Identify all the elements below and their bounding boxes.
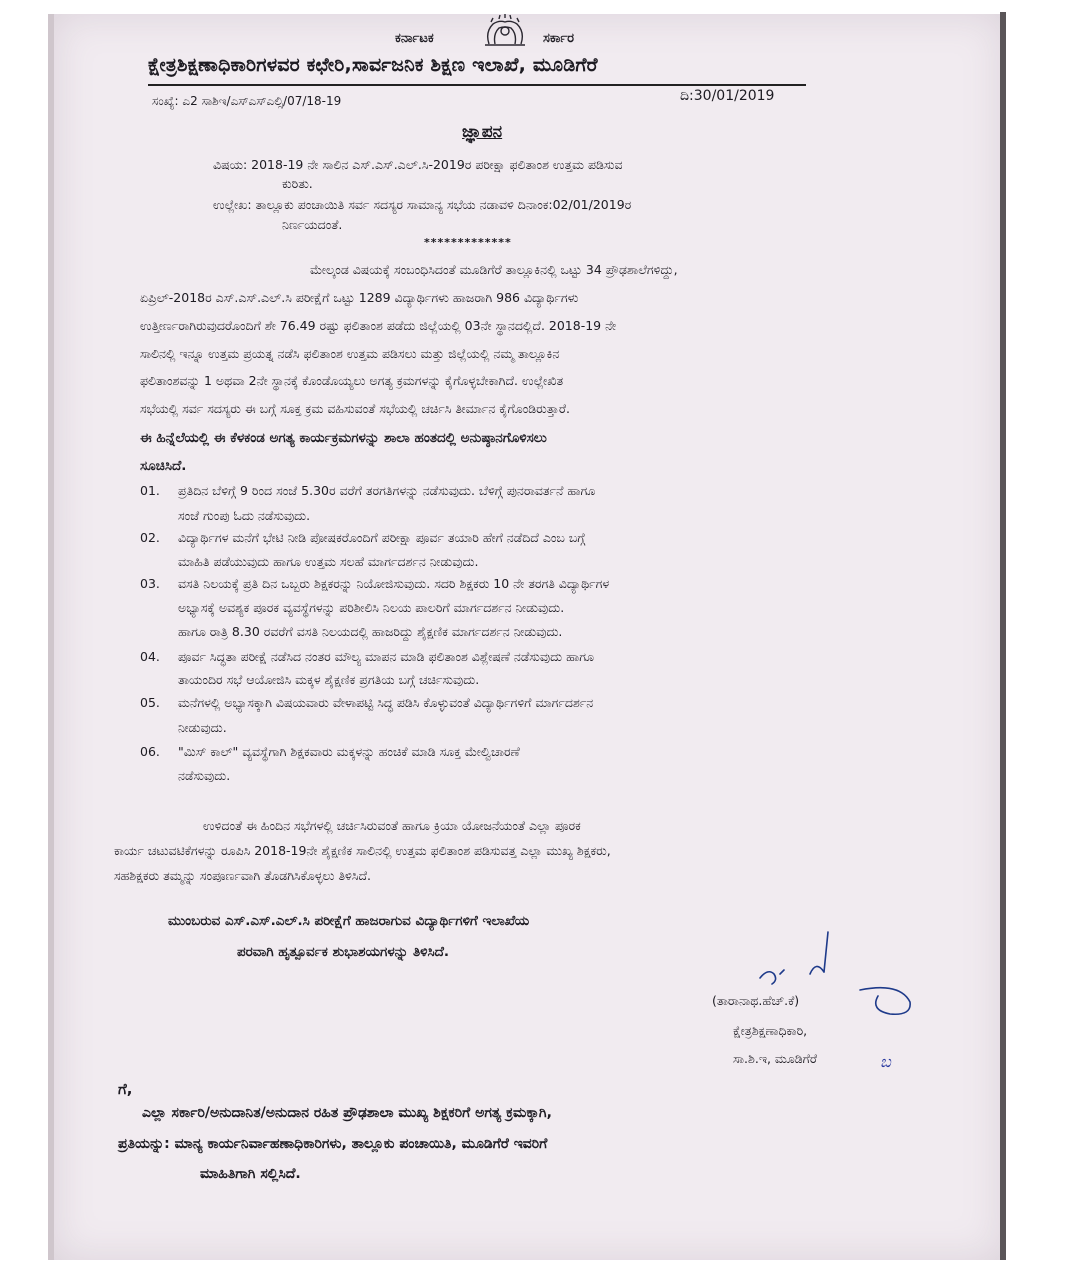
body-line: ಫಲಿತಾಂಶವನ್ನು 1 ಅಥವಾ 2ನೇ ಸ್ಥಾನಕ್ಕೆ ಕೊಂಡೊಯ್ಯಲು ಅಗತ್ಯ ಕ್ರಮಗಳನ್ನು ಕೈಗೊಳ್ಳಬೇಕಾಗಿದೆ. ಉಲ್ಲೇಖಿತ (140, 373, 564, 388)
separator: ************* (424, 236, 512, 249)
government-label-left: ಕರ್ನಾಟಕ (395, 31, 434, 46)
item-text: ಪ್ರತಿದಿನ ಬೆಳಿಗ್ಗೆ 9 ರಿಂದ ಸಂಜೆ 5.30ರ ವರೆಗೆ ತರಗತಿಗಳನ್ನು ನಡೆಸುವುದು. ಬೆಳಿಗ್ಗೆ ಪುನರಾವರ್ತನೆ ಹಾಗೂ (178, 483, 596, 498)
paper-right-edge (1000, 12, 1006, 1260)
reference-line-cont: ನಿರ್ಣಯದಂತೆ. (282, 217, 343, 232)
item-text: ವಸತಿ ನಿಲಯಕ್ಕೆ ಪ್ರತಿ ದಿನ ಒಬ್ಬರು ಶಿಕ್ಷಕರನ್ನು ನಿಯೋಜಿಸುವುದು. ಸದರಿ ಶಿಕ್ಷಕರು 10 ನೇ ತರಗತಿ ವಿದ್ಯಾರ್ಥಿಗಳ (178, 576, 610, 591)
signatory-name: (ತಾರಾನಾಥ.ಹೆಚ್.ಕೆ) (712, 993, 800, 1008)
item-text: "ಮಿಸ್ ಕಾಲ್" ವ್ಯವಸ್ಥೆಗಾಗಿ ಶಿಕ್ಷಕವಾರು ಮಕ್ಕಳನ್ನು ಹಂಚಿಕೆ ಮಾಡಿ ಸೂಕ್ತ ಮೇಲ್ವಿಚಾರಣೆ (178, 744, 520, 759)
item-text: ಪೂರ್ವ ಸಿದ್ಧತಾ ಪರೀಕ್ಷೆ ನಡೆಸಿದ ನಂತರ ಮೌಲ್ಯ ಮಾಪನ ಮಾಡಿ ಫಲಿತಾಂಶ ವಿಶ್ಲೇಷಣೆ ನಡೆಸುವುದು ಹಾಗೂ (178, 649, 594, 664)
item-number: 03. (140, 576, 160, 591)
item-text: ಹಾಗೂ ರಾತ್ರಿ 8.30 ರವರೆಗೆ ವಸತಿ ನಿಲಯದಲ್ಲಿ ಹಾಜರಿದ್ದು ಶೈಕ್ಷಣಿಕ ಮಾರ್ಗದರ್ಶನ ನೀಡುವುದು. (178, 624, 563, 639)
instruction-heading-cont: ಸೂಚಿಸಿದೆ. (140, 458, 187, 474)
item-number: 06. (140, 744, 160, 759)
header-underline (148, 84, 806, 86)
notice-title: ಜ್ಞಾಪನ (462, 122, 503, 142)
recipient-line: ಎಲ್ಲಾ ಸರ್ಕಾರಿ/ಅನುದಾನಿತ/ಅನುದಾನ ರಹಿತ ಪ್ರೌಢಶಾಲಾ ಮುಖ್ಯ ಶಿಕ್ಷಕರಿಗೆ ಅಗತ್ಯ ಕ್ರಮಕ್ಕಾಗಿ, (142, 1105, 552, 1121)
item-text: ತಾಯಂದಿರ ಸಭೆ ಆಯೋಜಿಸಿ ಮಕ್ಕಳ ಶೈಕ್ಷಣಿಕ ಪ್ರಗತಿಯ ಬಗ್ಗೆ ಚರ್ಚಿಸುವುದು. (178, 672, 480, 687)
government-label-right: ಸರ್ಕಾರ (543, 31, 574, 46)
copy-line-cont: ಮಾಹಿತಿಗಾಗಿ ಸಲ್ಲಿಸಿದೆ. (200, 1166, 301, 1182)
item-number: 01. (140, 483, 160, 498)
document-date: ದಿ:30/01/2019 (680, 88, 775, 104)
signatory-office: ಸಾ.ಶಿ.ಇ, ಮೂಡಿಗೆರೆ (733, 1051, 818, 1066)
item-number: 05. (140, 695, 160, 710)
item-text: ಸಂಜೆ ಗುಂಪು ಓದು ನಡೆಸುವುದು. (178, 508, 311, 523)
item-text: ಮಾಹಿತಿ ಪಡೆಯುವುದು ಹಾಗೂ ಉತ್ತಮ ಸಲಹೆ ಮಾರ್ಗದರ್ಶನ ನೀಡುವುದು. (178, 554, 479, 569)
office-name: ಕ್ಷೇತ್ರಶಿಕ್ಷಣಾಧಿಕಾರಿಗಳವರ ಕಛೇರಿ,ಸಾರ್ವಜನಿಕ ಶಿಕ್ಷಣ ಇಲಾಖೆ, ಮೂಡಿಗೆರೆ (148, 54, 598, 76)
item-text: ಅಭ್ಯಾಸಕ್ಕೆ ಅವಶ್ಯಕ ಪೂರಕ ವ್ಯವಸ್ಥೆಗಳನ್ನು ಪರಿಶೀಲಿಸಿ ನಿಲಯ ಪಾಲರಿಗೆ ಮಾರ್ಗದರ್ಶನ ನೀಡುವುದು. (178, 600, 565, 615)
subject-line: ವಿಷಯ: 2018-19 ನೇ ಸಾಲಿನ ಎಸ್.ಎಸ್.ಎಲ್.ಸಿ-2019ರ ಪರೀಕ್ಷಾ ಫಲಿತಾಂಶ ಉತ್ತಮ ಪಡಿಸುವ (213, 157, 623, 172)
item-number: 04. (140, 649, 160, 664)
wishes-line: ಪರವಾಗಿ ಹೃತ್ಪೂರ್ವಕ ಶುಭಾಶಯಗಳನ್ನು ತಿಳಿಸಿದೆ. (237, 944, 450, 960)
item-text: ವಿದ್ಯಾರ್ಥಿಗಳ ಮನೆಗೆ ಭೇಟಿ ನೀಡಿ ಪೋಷಕರೊಂದಿಗೆ ಪರೀಕ್ಷಾ ಪೂರ್ವ ತಯಾರಿ ಹೇಗೆ ನಡೆದಿದೆ ಎಂಬ ಬಗ್ಗೆ (178, 530, 586, 545)
reference-line: ಉಲ್ಲೇಖ: ತಾಲ್ಲೂಕು ಪಂಚಾಯಿತಿ ಸರ್ವ ಸದಸ್ಯರ ಸಾಮಾನ್ಯ ಸಭೆಯ ನಡಾವಳಿ ದಿನಾಂಕ:02/01/2019ರ (213, 197, 632, 212)
closing-line: ಸಹಶಿಕ್ಷಕರು ತಮ್ಮನ್ನು ಸಂಪೂರ್ಣವಾಗಿ ತೊಡಗಿಸಿಕೊಳ್ಳಲು ತಿಳಿಸಿದೆ. (114, 868, 372, 883)
item-text: ಮನೆಗಳಲ್ಲಿ ಅಭ್ಯಾಸಕ್ಕಾಗಿ ವಿಷಯವಾರು ವೇಳಾಪಟ್ಟಿ ಸಿದ್ಧ ಪಡಿಸಿ ಕೊಳ್ಳುವಂತೆ ವಿದ್ಯಾರ್ಥಿಗಳಿಗೆ ಮಾರ್ಗದರ್ಶನ (178, 695, 594, 710)
body-line: ಸಾಲಿನಲ್ಲಿ ಇನ್ನೂ ಉತ್ತಮ ಪ್ರಯತ್ನ ನಡೆಸಿ ಫಲಿತಾಂಶ ಉತ್ತಮ ಪಡಿಸಲು ಮತ್ತು ಜಿಲ್ಲೆಯಲ್ಲಿ ನಮ್ಮ ತಾಲ್ಲೂಕಿನ (140, 346, 560, 361)
body-line: ಸಭೆಯಲ್ಲಿ ಸರ್ವ ಸದಸ್ಯರು ಈ ಬಗ್ಗೆ ಸೂಕ್ತ ಕ್ರಮ ವಹಿಸುವಂತೆ ಸಭೆಯಲ್ಲಿ ಚರ್ಚಿಸಿ ತೀರ್ಮಾನ ಕೈಗೊಂಡಿರುತ್ತಾರೆ. (140, 401, 570, 416)
copy-line: ಪ್ರತಿಯನ್ನು: ಮಾನ್ಯ ಕಾರ್ಯನಿರ್ವಾಹಣಾಧಿಕಾರಿಗಳು, ತಾಲ್ಲೂಕು ಪಂಚಾಯಿತಿ, ಮೂಡಿಗೆರೆ ಇವರಿಗೆ (118, 1136, 548, 1152)
item-number: 02. (140, 530, 160, 545)
instruction-heading: ಈ ಹಿನ್ನೆಲೆಯಲ್ಲಿ ಈ ಕೆಳಕಂಡ ಅಗತ್ಯ ಕಾರ್ಯಕ್ರಮಗಳನ್ನು ಶಾಲಾ ಹಂತದಲ್ಲಿ ಅನುಷ್ಠಾನಗೊಳಿಸಲು (140, 430, 547, 446)
subject-line-cont: ಕುರಿತು. (282, 176, 313, 191)
body-line: ಏಪ್ರಿಲ್-2018ರ ಎಸ್.ಎಸ್.ಎಲ್.ಸಿ ಪರೀಕ್ಷೆಗೆ ಒಟ್ಟು 1289 ವಿದ್ಯಾರ್ಥಿಗಳು ಹಾಜರಾಗಿ 986 ವಿದ್ಯಾರ್ಥಿಗಳು (140, 290, 579, 305)
state-emblem-icon (475, 14, 535, 50)
signatory-designation: ಕ್ಷೇತ್ರಶಿಕ್ಷಣಾಧಿಕಾರಿ, (733, 1023, 808, 1038)
closing-line: ಕಾರ್ಯ ಚಟುವಟಿಕೆಗಳನ್ನು ರೂಪಿಸಿ 2018-19ನೇ ಶೈಕ್ಷಣಿಕ ಸಾಲಿನಲ್ಲಿ ಉತ್ತಮ ಫಲಿತಾಂಶ ಪಡಿಸುವತ್ತ ಎಲ್ಲಾ ಮುಖ್ಯ ಶಿಕ್ಷಕರು, (114, 843, 611, 858)
initial-mark: ಬ (880, 1052, 891, 1071)
body-line: ಉತ್ತೀರ್ಣರಾಗಿರುವುದರೊಂದಿಗೆ ಶೇ 76.49 ರಷ್ಟು ಫಲಿತಾಂಶ ಪಡೆದು ಜಿಲ್ಲೆಯಲ್ಲಿ 03ನೇ ಸ್ಥಾನದಲ್ಲಿದೆ. 2018-19 ನೇ (140, 318, 617, 333)
item-text: ನೀಡುವುದು. (178, 720, 227, 735)
closing-line: ಉಳಿದಂತೆ ಈ ಹಿಂದಿನ ಸಭೆಗಳಲ್ಲಿ ಚರ್ಚಿಸಿರುವಂತೆ ಹಾಗೂ ಕ್ರಿಯಾ ಯೋಜನೆಯಂತೆ ಎಲ್ಲಾ ಪೂರಕ (203, 818, 581, 833)
item-text: ನಡೆಸುವುದು. (178, 768, 231, 783)
reference-number: ಸಂಖ್ಯೆ: ಎ2 ಸಾಶಿಇ/ಎಸ್ಎಸ್ಎಲ್ಸಿ/07/18-19 (152, 94, 342, 108)
body-line: ಮೇಲ್ಕಂಡ ವಿಷಯಕ್ಕೆ ಸಂಬಂಧಿಸಿದಂತೆ ಮೂಡಿಗೆರೆ ತಾಲ್ಲೂಕಿನಲ್ಲಿ ಒಟ್ಟು 34 ಪ್ರೌಢಶಾಲೆಗಳಿದ್ದು, (310, 262, 678, 277)
wishes-line: ಮುಂಬರುವ ಎಸ್.ಎಸ್.ಎಲ್.ಸಿ ಪರೀಕ್ಷೆಗೆ ಹಾಜರಾಗುವ ವಿದ್ಯಾರ್ಥಿಗಳಿಗೆ ಇಲಾಖೆಯ (168, 913, 530, 929)
to-label: ಗೆ, (118, 1080, 133, 1098)
